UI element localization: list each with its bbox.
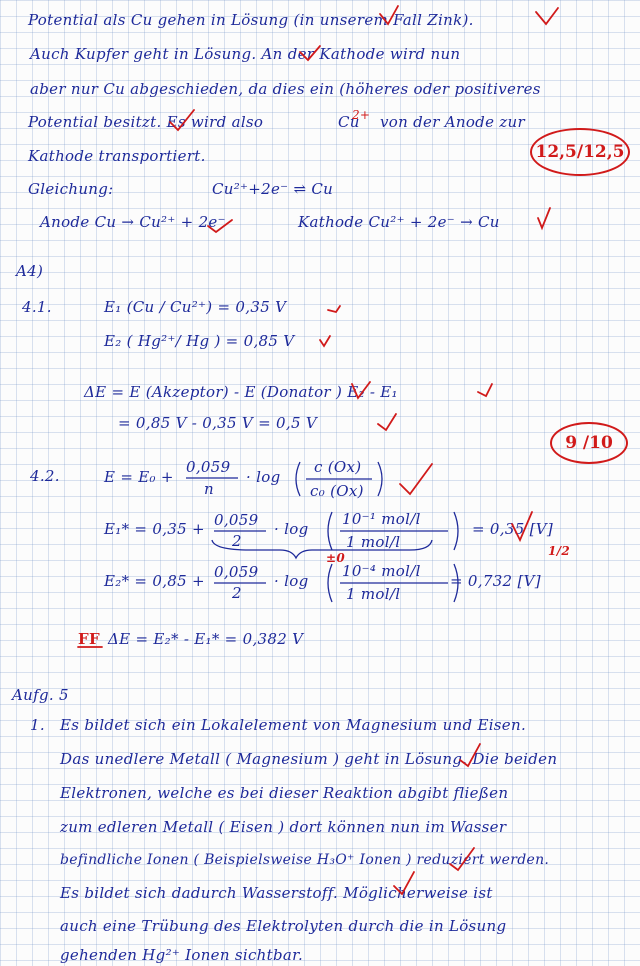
nernst-general-conc-den: c₀ (Ox) bbox=[310, 482, 364, 500]
text-line-5: Kathode transportiert. bbox=[28, 147, 206, 165]
e2-star-conc-num: 10⁻⁴ mol/l bbox=[342, 562, 421, 580]
check-mark bbox=[352, 382, 370, 398]
check-mark bbox=[400, 464, 432, 494]
item-4-2-label: 4.2. bbox=[30, 467, 60, 485]
e2-star-frac-num: 0,059 bbox=[214, 563, 259, 581]
delta-e-result: = 0,85 V - 0,35 V = 0,5 V bbox=[118, 414, 317, 432]
check-mark bbox=[328, 306, 340, 312]
potential-e2: E₂ ( Hg²⁺/ Hg ) = 0,85 V bbox=[104, 332, 295, 350]
check-mark bbox=[450, 848, 474, 870]
answer-line-1: Es bildet sich ein Lokalelement von Magnesium und Eisen. bbox=[60, 716, 527, 734]
check-mark bbox=[208, 220, 232, 232]
delta-e-definition: ΔE = E (Akzeptor) - E (Donator ) E₂ - E₁ bbox=[84, 383, 398, 401]
check-mark bbox=[320, 336, 330, 346]
section-aufg5-label: Aufg. 5 bbox=[12, 686, 69, 704]
e1-star-conc-den: 1 mol/l bbox=[346, 533, 401, 551]
answer-line-6: Es bildet sich dadurch Wasserstoff. Möglicherweise ist bbox=[60, 884, 493, 902]
nernst-general-log: · log bbox=[246, 468, 281, 486]
check-mark bbox=[460, 744, 480, 766]
equation-redox: Cu²⁺+2e⁻ ⇌ Cu bbox=[212, 180, 334, 198]
brace-e1 bbox=[212, 540, 432, 558]
answer-line-5: befindliche Ionen ( Beispielsweise H₃O⁺ Ionen ) reduziert werden. bbox=[60, 852, 550, 868]
nernst-general-frac-num: 0,059 bbox=[186, 458, 231, 476]
delta-e-final: ΔE = E₂* - E₁* = 0,382 V bbox=[108, 630, 304, 648]
equation-label: Gleichung: bbox=[28, 180, 114, 198]
paren-close-general bbox=[378, 462, 382, 496]
answer-line-7: auch eine Trübung des Elektrolyten durch die in Lösung bbox=[60, 917, 507, 935]
e1-star-frac-den: 2 bbox=[232, 532, 242, 550]
text-line-1: Potential als Cu gehen in Lösung (in unserem Fall Zink). bbox=[28, 11, 474, 29]
e2-star-conc-den: 1 mol/l bbox=[346, 585, 401, 603]
answer-line-4: zum edleren Metall ( Eisen ) dort können nun im Wasser bbox=[60, 818, 507, 836]
text-line-3: aber nur Cu abgeschieden, da dies ein (höheres oder positiveres bbox=[30, 80, 541, 98]
grade-circle-2: 9 /10 bbox=[550, 422, 628, 464]
nernst-general-frac-den: n bbox=[204, 480, 214, 498]
text-line-2: Auch Kupfer geht in Lösung. An der Kathode wird nun bbox=[30, 45, 461, 63]
check-mark bbox=[538, 208, 550, 228]
e2-star-log: · log bbox=[274, 572, 309, 590]
paren-close-e2 bbox=[454, 564, 458, 602]
e1-star-log: · log bbox=[274, 520, 309, 538]
e2-star-frac-den: 2 bbox=[232, 584, 242, 602]
text-line-4a: Potential besitzt. Es wird also bbox=[28, 113, 264, 131]
ff-mark: FF bbox=[78, 630, 100, 648]
correction-nought: ±0 bbox=[326, 551, 346, 565]
paren-open-general bbox=[296, 462, 300, 496]
answer-line-8: gehenden Hg²⁺ Ionen sichtbar. bbox=[60, 946, 304, 964]
check-mark bbox=[394, 872, 414, 894]
e1-star-result: = 0,35 [V] bbox=[472, 520, 554, 538]
text-line-4b: Cu bbox=[338, 113, 360, 131]
item-4-1-label: 4.1. bbox=[22, 298, 52, 316]
section-a4-label: A4) bbox=[16, 262, 44, 280]
check-mark bbox=[478, 384, 492, 396]
equation-anode: Anode Cu → Cu²⁺ + 2e⁻ bbox=[40, 213, 226, 231]
check-mark bbox=[380, 6, 398, 24]
check-mark bbox=[378, 414, 396, 430]
answer-line-3: Elektronen, welche es bei dieser Reaktion abgibt fließen bbox=[60, 784, 509, 802]
e1-star-frac-num: 0,059 bbox=[214, 511, 259, 529]
nernst-general-lhs: E = E₀ + bbox=[104, 468, 174, 486]
check-mark bbox=[170, 110, 194, 130]
check-mark bbox=[300, 46, 320, 60]
e1-star-lhs: E₁* = 0,35 + bbox=[104, 520, 205, 538]
e2-star-result: = 0,732 [V] bbox=[450, 572, 541, 590]
paren-close-e1 bbox=[454, 512, 458, 550]
item-1-label: 1. bbox=[30, 716, 45, 734]
check-mark bbox=[536, 8, 558, 24]
check-mark bbox=[512, 512, 532, 540]
grade-circle-1: 12,5/12,5 bbox=[530, 128, 630, 176]
potential-e1: E₁ (Cu / Cu²⁺) = 0,35 V bbox=[104, 298, 287, 316]
e1-star-conc-num: 10⁻¹ mol/l bbox=[342, 510, 421, 528]
answer-line-2: Das unedlere Metall ( Magnesium ) geht in Lösung. Die beiden bbox=[60, 750, 558, 768]
nernst-general-conc-num: c (Ox) bbox=[314, 458, 362, 476]
text-line-4c: von der Anode zur bbox=[380, 113, 525, 131]
half-point-mark: 1/2 bbox=[548, 544, 570, 558]
e2-star-lhs: E₂* = 0,85 + bbox=[104, 572, 205, 590]
paren-open-e2 bbox=[328, 564, 332, 602]
superscript-charge: 2+ bbox=[352, 108, 371, 122]
paren-open-e1 bbox=[328, 512, 332, 550]
equation-cathode: Kathode Cu²⁺ + 2e⁻ → Cu bbox=[298, 213, 500, 231]
